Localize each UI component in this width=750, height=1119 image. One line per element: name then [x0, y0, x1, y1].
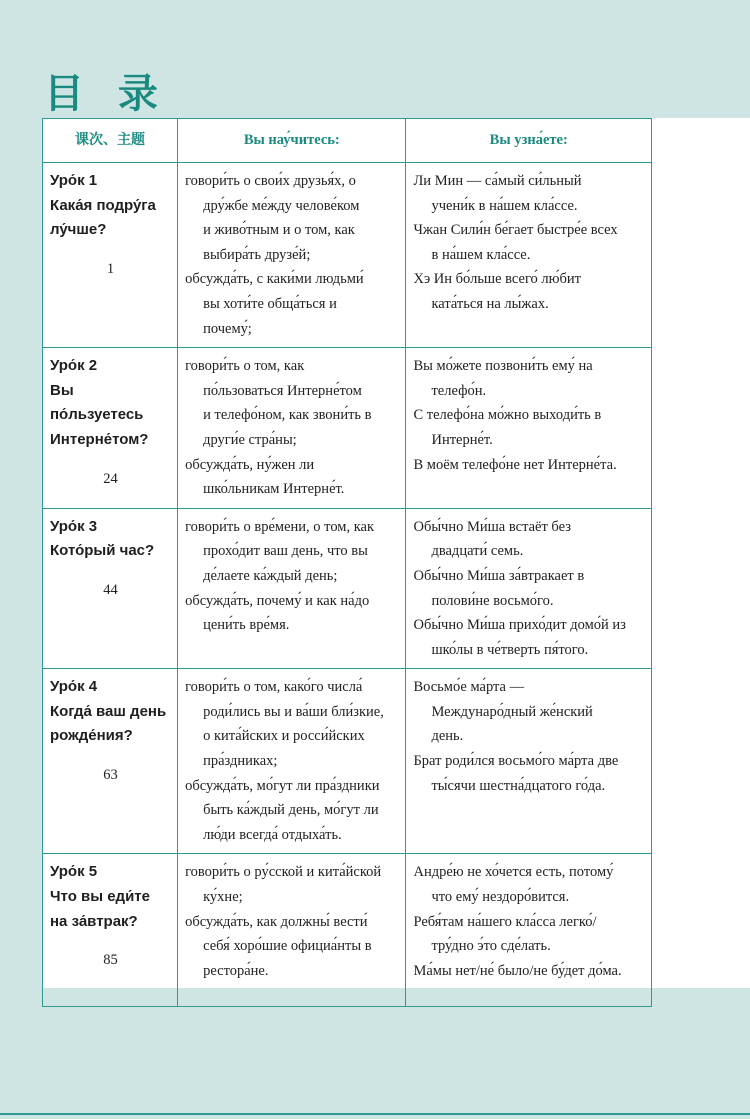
lesson-cell	[43, 163, 178, 348]
know-line: шко́лы в че́тверть пя́того.	[431, 641, 589, 658]
learn-line: обсужда́ть, мо́гут ли пра́здники	[185, 777, 380, 794]
lesson-title-line: Кото́рый час?	[50, 542, 155, 560]
lesson-cell	[43, 669, 178, 854]
learn-line: обсужда́ть, почему́ и как на́до	[185, 592, 370, 609]
lesson-title-line: Интерне́том?	[50, 430, 149, 448]
learn-line: дру́жбе ме́жду челове́ком	[203, 197, 360, 214]
header-row	[43, 119, 652, 163]
know-line: Обы́чно Ми́ша за́втракает в	[413, 567, 585, 584]
know-line: Интерне́т.	[431, 431, 493, 448]
learn-line: рестора́не.	[203, 962, 269, 979]
lesson-title-line: рожде́ния?	[50, 727, 133, 745]
learn-cell	[178, 508, 406, 669]
learn-line: говори́ть о ру́сской и кита́йской	[185, 864, 382, 881]
lesson-title-line: Когда́ ваш день	[50, 702, 167, 720]
know-line: Андре́ю не хо́чется есть, потому́	[413, 864, 614, 881]
know-line: двадцати́ семь.	[431, 543, 524, 560]
lesson-number: Уро́к 3	[50, 517, 98, 535]
learn-line: лю́ди всегда́ отдыха́ть.	[203, 826, 342, 843]
know-line: Обы́чно Ми́ша встаёт без	[413, 518, 571, 535]
learn-line: роди́лись вы и ва́ши бли́зкие,	[203, 703, 384, 720]
lesson-row	[43, 854, 652, 1007]
know-line: ты́сячи шестна́дцатого го́да.	[431, 777, 606, 794]
learn-line: де́лаете ка́ждый день;	[203, 567, 338, 584]
lesson-row	[43, 163, 652, 348]
learn-cell	[178, 163, 406, 348]
know-cell	[406, 854, 652, 1007]
know-line: С телефо́на мо́жно выходи́ть в	[413, 407, 602, 424]
know-line: телефо́н.	[431, 382, 487, 399]
lesson-page-number: 85	[103, 952, 118, 969]
know-line: Вы мо́жете позвони́ть ему́ на	[413, 358, 593, 375]
header-you-will-know: Вы узна́ете:	[406, 119, 652, 163]
learn-line: говори́ть о свои́х друзья́х, о	[185, 173, 356, 189]
page-bottom-rule	[0, 1113, 750, 1115]
know-line: учени́к в на́шем кла́ссе.	[431, 197, 578, 214]
learn-line: други́е стра́ны;	[203, 431, 297, 448]
know-line: день.	[431, 728, 464, 745]
learn-line: обсужда́ть, с каки́ми людьми́	[185, 271, 364, 288]
learn-line: цени́ть вре́мя.	[203, 617, 290, 634]
lesson-cell	[43, 508, 178, 669]
header-lesson-topic: 课次、主题	[43, 119, 178, 163]
lesson-cell	[43, 854, 178, 1007]
learn-line: вы хоти́те обща́ться и	[203, 295, 337, 312]
lesson-number: Уро́к 2	[50, 357, 98, 375]
know-line: Ма́мы нет/не́ было/не бу́дет до́ма.	[413, 962, 622, 979]
learn-line: говори́ть о том, как	[185, 358, 305, 375]
know-cell	[406, 163, 652, 348]
know-cell	[406, 348, 652, 509]
learn-line: выбира́ть друзе́й;	[203, 246, 311, 263]
lesson-row	[43, 669, 652, 854]
learn-line: прохо́дит ваш день, что вы	[203, 543, 368, 560]
learn-cell	[178, 669, 406, 854]
learn-line: и живо́тным и о том, как	[203, 222, 355, 239]
lesson-title-line: Что вы еди́те	[50, 888, 150, 906]
know-line: полови́не восьмо́го.	[431, 592, 554, 609]
contents-table	[42, 118, 652, 1007]
know-line: Ли Мин — са́мый си́льный	[413, 173, 582, 189]
know-line: что ему́ нездоро́вится.	[431, 889, 570, 906]
lesson-page-number: 24	[103, 470, 118, 487]
lesson-page-number: 1	[106, 260, 115, 277]
learn-line: говори́ть о вре́мени, о том, как	[185, 518, 375, 535]
know-line: тру́дно э́то сде́лать.	[431, 938, 551, 955]
know-line: Брат роди́лся восьмо́го ма́рта две	[413, 753, 619, 770]
lesson-title-line: лу́чше?	[50, 221, 107, 239]
learn-cell	[178, 348, 406, 509]
learn-line: быть ка́ждый день, мо́гут ли	[203, 802, 379, 819]
lesson-title-line: на за́втрак?	[50, 912, 138, 930]
learn-cell	[178, 854, 406, 1007]
know-line: Междунаро́дный же́нский	[431, 703, 593, 720]
learn-line: шко́льникам Интерне́т.	[203, 481, 345, 498]
lesson-row	[43, 348, 652, 509]
know-line: Ребя́там на́шего кла́сса легко́/	[413, 913, 597, 930]
lesson-row	[43, 508, 652, 669]
lesson-number: Уро́к 1	[50, 172, 98, 189]
know-line: Обы́чно Ми́ша прихо́дит домо́й из	[413, 617, 626, 634]
know-cell	[406, 669, 652, 854]
header-you-will-learn: Вы нау́читесь:	[178, 119, 406, 163]
lesson-page-number: 44	[103, 581, 118, 598]
know-line: ката́ться на лы́жах.	[431, 295, 549, 312]
lesson-page-number: 63	[103, 767, 118, 784]
learn-line: почему́;	[203, 320, 252, 337]
lesson-cell	[43, 348, 178, 509]
learn-line: себя́ хоро́шие официа́нты в	[203, 938, 372, 955]
learn-line: говори́ть о том, како́го числа́	[185, 679, 363, 696]
know-line: В моём телефо́не нет Интерне́та.	[413, 456, 617, 473]
learn-line: и телефо́ном, как звони́ть в	[203, 407, 372, 424]
know-line: в на́шем кла́ссе.	[431, 246, 531, 263]
page-title: 目 录	[44, 71, 168, 117]
learn-line: по́льзоваться Интерне́том	[203, 382, 362, 399]
lesson-title-line: Вы по́льзуетесь	[50, 381, 144, 424]
lesson-number: Уро́к 5	[50, 863, 98, 881]
know-line: Хэ Ин бо́льше всего́ лю́бит	[413, 271, 581, 288]
know-cell	[406, 508, 652, 669]
learn-line: пра́здниках;	[203, 753, 278, 770]
learn-line: о кита́йских и росси́йских	[203, 728, 365, 745]
lesson-title-line: Кака́я подру́га	[50, 196, 156, 214]
lesson-number: Уро́к 4	[50, 678, 98, 696]
learn-line: обсужда́ть, ну́жен ли	[185, 456, 315, 473]
learn-line: ку́хне;	[203, 889, 243, 906]
know-line: Восьмо́е ма́рта —	[413, 679, 525, 696]
know-line: Чжан Сили́н бе́гает быстре́е всех	[413, 222, 618, 239]
learn-line: обсужда́ть, как должны́ вести́	[185, 913, 368, 930]
